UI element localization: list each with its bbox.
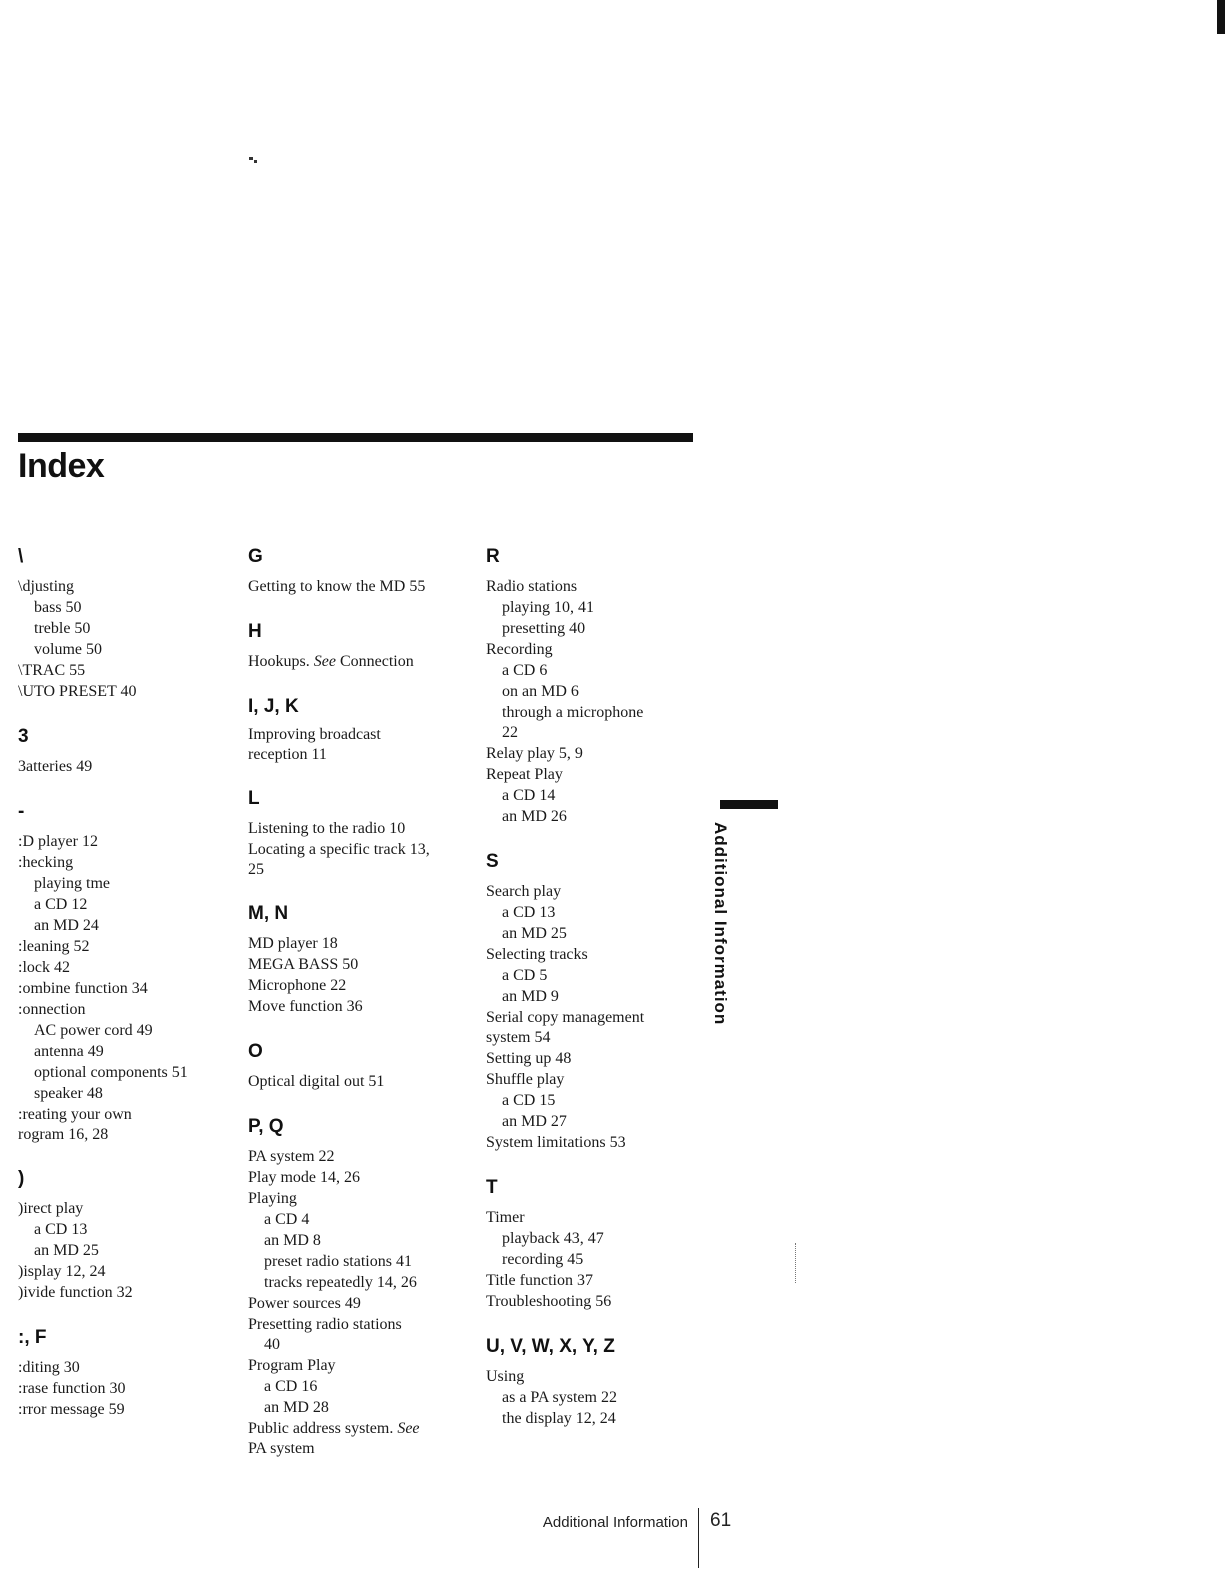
index-entry: Relay play 5, 9 <box>486 745 583 762</box>
scan-speck <box>249 157 257 163</box>
section-letter: S <box>486 851 499 872</box>
index-column-3 <box>486 545 716 1452</box>
index-subentry: a CD 12 <box>34 896 88 913</box>
index-subentry: tracks repeatedly 14, 26 <box>264 1274 417 1291</box>
index-subentry: an MD 9 <box>502 988 559 1005</box>
index-section <box>18 800 233 1144</box>
index-entry: \UTO PRESET 40 <box>18 683 137 700</box>
index-section <box>248 545 473 597</box>
title-rule <box>18 433 693 442</box>
index-section <box>248 1115 473 1458</box>
index-entry: :onnection <box>18 1001 86 1018</box>
index-entry: :ombine function 34 <box>18 980 148 997</box>
index-subentry: a CD 14 <box>502 787 556 804</box>
index-subentry: a CD 13 <box>34 1221 88 1238</box>
index-entry: MD player 18 <box>248 935 338 952</box>
page-number: 61 <box>710 1510 732 1531</box>
see-reference: See <box>313 653 336 670</box>
index-subentry: a CD 13 <box>502 904 556 921</box>
index-subentry: an MD 24 <box>34 917 99 934</box>
index-section <box>486 1335 716 1429</box>
index-entry: PA system <box>248 1440 315 1457</box>
index-entry: Microphone 22 <box>248 977 347 994</box>
index-entry: :leaning 52 <box>18 938 90 955</box>
index-section <box>18 1326 233 1420</box>
index-subentry: playing 10, 41 <box>502 599 594 616</box>
section-letter: O <box>248 1041 263 1062</box>
index-entry: Troubleshooting 56 <box>486 1293 612 1310</box>
index-entry: Timer <box>486 1209 525 1226</box>
index-subentry: volume 50 <box>34 641 102 658</box>
index-subentry: an MD 28 <box>264 1399 329 1416</box>
index-section <box>18 725 233 777</box>
index-subentry: 22 <box>502 724 518 741</box>
index-entry: Setting up 48 <box>486 1050 572 1067</box>
index-entry <box>248 1420 473 1438</box>
section-letter: R <box>486 546 500 567</box>
index-entry: )isplay 12, 24 <box>18 1263 106 1280</box>
see-target: Connection <box>335 653 414 670</box>
side-tab-label: Additional Information <box>711 822 730 1026</box>
index-entry: Optical digital out 51 <box>248 1073 385 1090</box>
index-entry: Listening to the radio 10 <box>248 820 406 837</box>
index-subentry: playing tme <box>34 875 110 892</box>
scan-dots <box>795 1243 800 1283</box>
index-entry: Presetting radio stations <box>248 1316 402 1333</box>
index-subentry: an MD 26 <box>502 808 567 825</box>
section-letter: G <box>248 546 263 567</box>
index-entry: Search play <box>486 883 562 900</box>
index-section <box>18 545 233 702</box>
index-entry: :rror message 59 <box>18 1401 125 1418</box>
index-section <box>248 620 473 672</box>
index-entry: Playing <box>248 1190 297 1207</box>
index-subentry: antenna 49 <box>34 1043 104 1060</box>
index-entry: Power sources 49 <box>248 1295 361 1312</box>
index-entry: MEGA BASS 50 <box>248 956 359 973</box>
index-entry: System limitations 53 <box>486 1134 626 1151</box>
index-subentry: on an MD 6 <box>502 683 579 700</box>
index-subentry: an MD 25 <box>502 925 567 942</box>
index-entry: Recording <box>486 641 553 658</box>
index-subentry: optional components 51 <box>34 1064 188 1081</box>
index-column-2 <box>248 545 473 1481</box>
index-subentry: an MD 25 <box>34 1242 99 1259</box>
index-subentry: presetting 40 <box>502 620 586 637</box>
index-entry: Shuffle play <box>486 1071 565 1088</box>
index-column-1 <box>18 545 233 1443</box>
section-letter: L <box>248 788 260 809</box>
index-entry: Move function 36 <box>248 998 363 1015</box>
index-entry: 3atteries 49 <box>18 758 93 775</box>
section-letter: \ <box>18 546 24 567</box>
index-entry: Program Play <box>248 1357 336 1374</box>
index-section <box>248 1040 473 1092</box>
section-letter: I, J, K <box>248 696 299 717</box>
entry-text: Public address system. <box>248 1420 398 1437</box>
index-subentry: a CD 6 <box>502 662 548 679</box>
section-letter: P, Q <box>248 1116 284 1137</box>
index-entry: Using <box>486 1368 525 1385</box>
index-section <box>486 1176 716 1312</box>
index-entry: 25 <box>248 861 264 878</box>
index-section <box>248 787 473 879</box>
index-entry: Improving broadcast <box>248 726 381 743</box>
index-entry: Serial copy management <box>486 1009 645 1026</box>
index-entry: Selecting tracks <box>486 946 588 963</box>
index-subentry: an MD 8 <box>264 1232 321 1249</box>
index-subentry: an MD 27 <box>502 1113 567 1130</box>
index-subentry: as a PA system 22 <box>502 1389 617 1406</box>
index-section <box>486 545 716 827</box>
section-letter: ) <box>18 1168 25 1189</box>
index-subentry: a CD 5 <box>502 967 548 984</box>
index-subentry: a CD 4 <box>264 1211 310 1228</box>
index-subentry: the display 12, 24 <box>502 1410 616 1427</box>
side-tab-bar <box>720 800 778 809</box>
section-letter: :, F <box>18 1327 47 1348</box>
index-subentry: recording 45 <box>502 1251 584 1268</box>
index-section <box>486 850 716 1153</box>
index-subentry: bass 50 <box>34 599 82 616</box>
section-letter: H <box>248 621 262 642</box>
index-entry: :D player 12 <box>18 833 98 850</box>
index-entry: \djusting <box>18 578 75 595</box>
index-entry: rogram 16, 28 <box>18 1126 109 1143</box>
index-entry: Radio stations <box>486 578 578 595</box>
index-subentry: playback 43, 47 <box>502 1230 604 1247</box>
index-subentry: treble 50 <box>34 620 91 637</box>
index-entry: :reating your own <box>18 1106 132 1123</box>
section-letter: T <box>486 1177 498 1198</box>
index-section <box>248 902 473 1017</box>
index-entry: PA system 22 <box>248 1148 335 1165</box>
section-letter: U, V, W, X, Y, Z <box>486 1336 615 1357</box>
corner-crop-mark <box>1217 0 1225 34</box>
section-letter: 3 <box>18 726 29 747</box>
index-section <box>18 1167 233 1303</box>
index-entry: Locating a specific track 13, <box>248 841 430 858</box>
index-subentry: speaker 48 <box>34 1085 103 1102</box>
page-title: Index <box>18 447 105 485</box>
index-entry: \TRAC 55 <box>18 662 86 679</box>
see-reference: See <box>397 1420 420 1437</box>
index-subentry: a CD 16 <box>264 1378 318 1395</box>
footer-section-label: Additional Information <box>542 1514 688 1531</box>
section-letter: M, N <box>248 903 289 924</box>
footer-divider <box>698 1508 699 1568</box>
index-section <box>248 695 473 764</box>
index-subentry: preset radio stations 41 <box>264 1253 412 1270</box>
index-subentry: AC power cord 49 <box>34 1022 153 1039</box>
index-entry: Repeat Play <box>486 766 563 783</box>
index-entry: system 54 <box>486 1029 551 1046</box>
index-entry: :hecking <box>18 854 74 871</box>
index-entry: )irect play <box>18 1200 84 1217</box>
index-entry <box>248 651 473 672</box>
index-entry: :diting 30 <box>18 1359 80 1376</box>
index-entry: :lock 42 <box>18 959 70 976</box>
index-entry: reception 11 <box>248 746 327 763</box>
entry-text: Hookups. <box>248 653 314 670</box>
index-subentry: a CD 15 <box>502 1092 556 1109</box>
index-entry: :rase function 30 <box>18 1380 126 1397</box>
index-entry: Play mode 14, 26 <box>248 1169 360 1186</box>
index-entry: )ivide function 32 <box>18 1284 133 1301</box>
section-letter: - <box>18 801 25 822</box>
index-subentry: through a microphone <box>502 704 644 721</box>
index-entry: Getting to know the MD 55 <box>248 578 426 595</box>
index-subentry: 40 <box>264 1336 280 1353</box>
index-entry: Title function 37 <box>486 1272 593 1289</box>
